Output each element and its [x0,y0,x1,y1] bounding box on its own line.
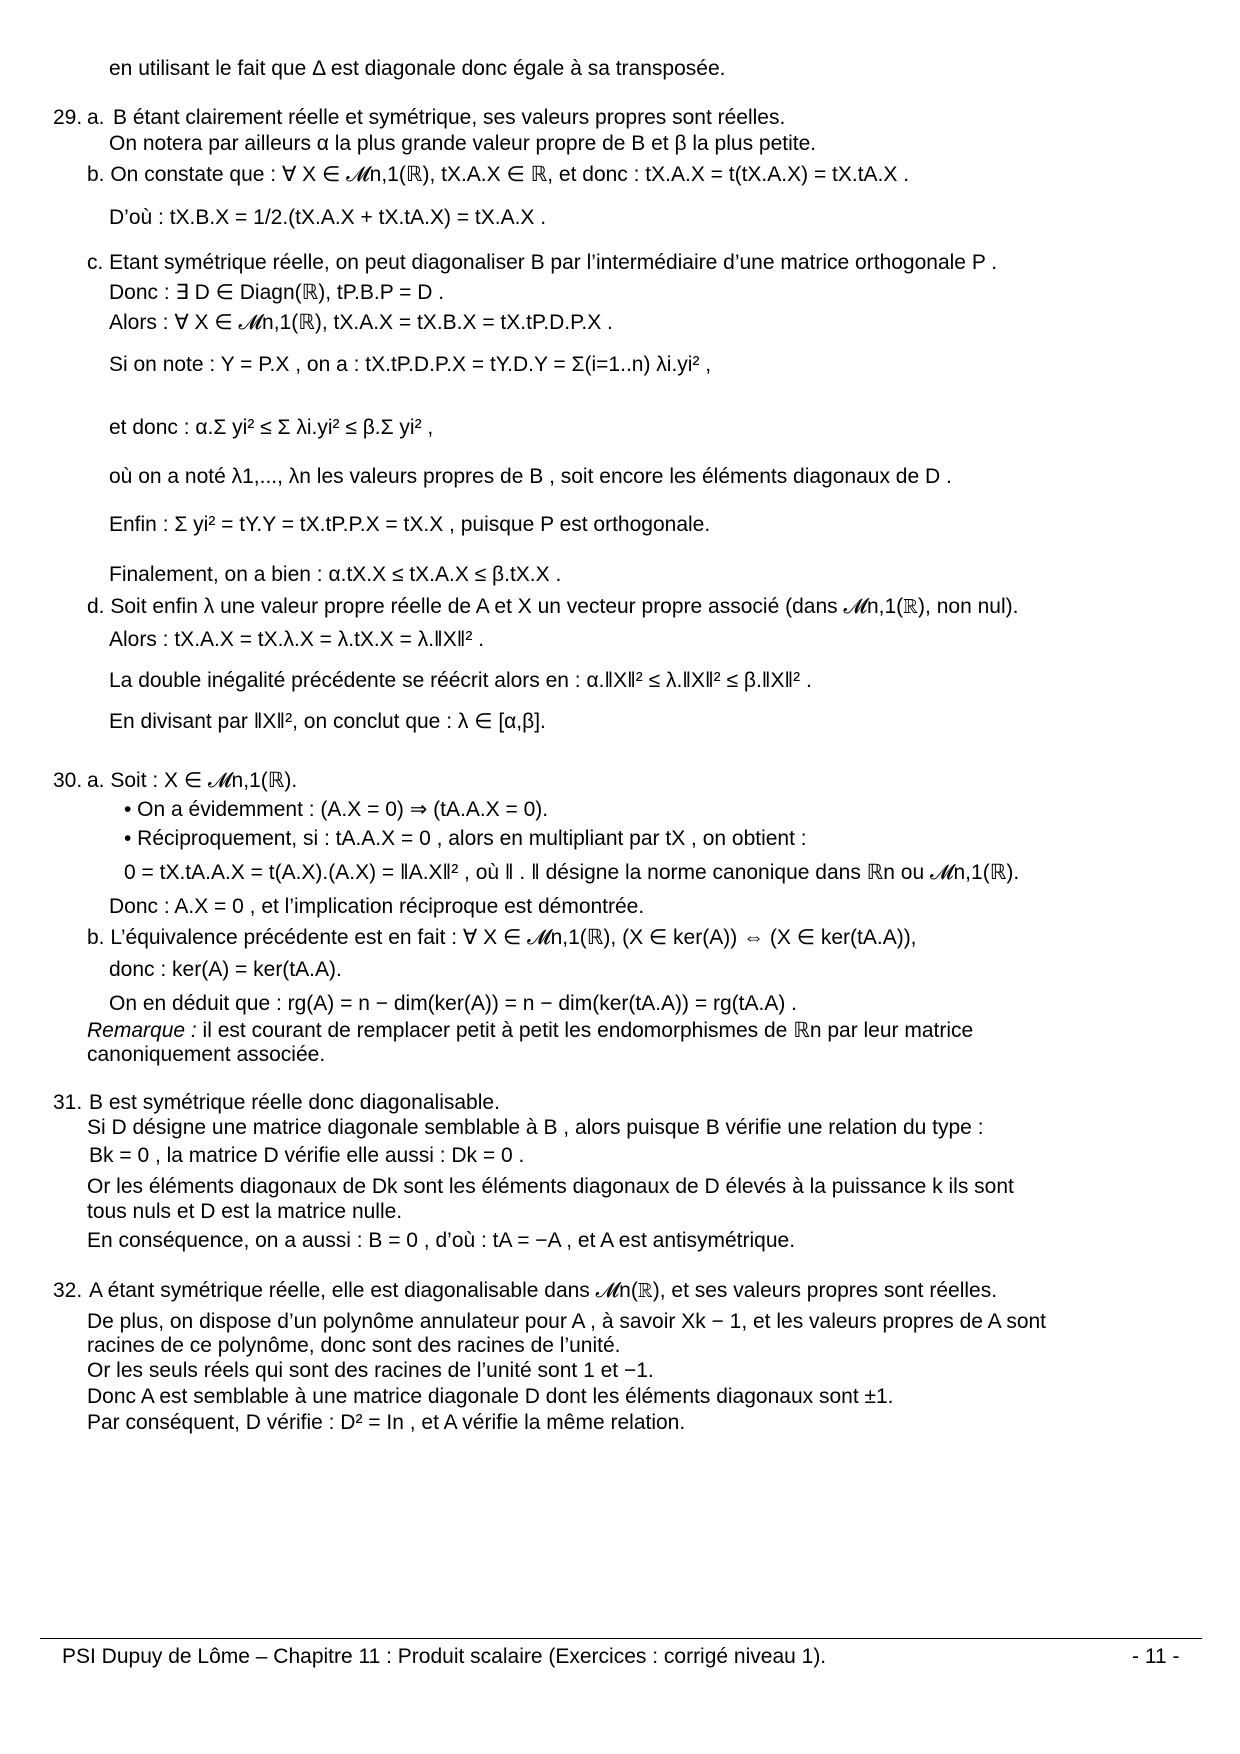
footer-title: PSI Dupuy de Lôme – Chapitre 11 : Produit scalaire (Exercices : corrigé niveau 1). [62,1645,827,1668]
footer-divider [40,1638,1202,1639]
ex29-c-line-7: Enfin : Σ yi² = tY.Y = tX.tP.P.X = tX.X , puisque P est orthogonale. [109,513,711,536]
ex32-line-5: Donc A est semblable à une matrice diagonale D dont les éléments diagonaux sont ±1. [87,1385,894,1408]
ex31-line-5: tous nuls et D est la matrice nulle. [87,1200,403,1223]
ex30-a-line-1: a. Soit : X ∈ 𝓜n,1(ℝ). [87,769,298,792]
ex29-a-line-2: On notera par ailleurs α la plus grande valeur propre de B et β la plus petite. [109,132,817,155]
ex31-line-6: En conséquence, on a aussi : B = 0 , d’où : tA = −A , et A est antisymétrique. [87,1229,796,1252]
ex30-a-line-5: Donc : A.X = 0 , et l’implication réciproque est démontrée. [109,895,645,918]
ex32-line-4: Or les seuls réels qui sont des racines de l’unité sont 1 et −1. [87,1359,654,1382]
intro-line: en utilisant le fait que Δ est diagonale donc égale à sa transposée. [109,57,726,80]
ex32-line-3: racines de ce polynôme, donc sont des racines de l’unité. [87,1334,621,1357]
ex30-remark-line-1 [87,1018,973,1044]
ex32-line-6: Par conséquent, D vérifie : D² = In , et A vérifie la même relation. [87,1411,686,1434]
ex30-b-line-1: b. L’équivalence précédente est en fait : ∀ X ∈ 𝓜n,1(ℝ), (X ∈ ker(A)) ⇔ (X ∈ ker(tA.A)), [87,926,917,949]
ex29-d-line-3: La double inégalité précédente se réécrit alors en : α.‖X‖² ≤ λ.‖X‖² ≤ β.‖X‖² . [109,669,812,692]
ex29-a-line-1: B étant clairement réelle et symétrique, ses valeurs propres sont réelles. [113,106,786,129]
ex29-d-line-1: d. Soit enfin λ une valeur propre réelle de A et X un vecteur propre associé (dans 𝓜n,1(ℝ), non nul). [87,595,1019,618]
ex29-d-line-4: En divisant par ‖X‖², on conclut que : λ ∈ [α,β]. [109,710,546,733]
ex29-d-line-2: Alors : tX.A.X = tX.λ.X = λ.tX.X = λ.‖X‖² . [109,628,485,651]
remark-label: Remarque : [87,1019,197,1042]
ex29-a-label: a. [87,106,105,129]
ex30-a-line-4: 0 = tX.tA.A.X = t(A.X).(A.X) = ‖A.X‖² , où ‖ . ‖ désigne la norme canonique dans ℝn ou 𝓜n,1(ℝ). [124,861,1020,884]
page-number: - 11 - [1132,1645,1180,1668]
exercise-32-number: 32. [53,1279,83,1302]
ex29-c-line-8: Finalement, on a bien : α.tX.X ≤ tX.A.X ≤ β.tX.X . [109,563,562,586]
ex29-c-line-1: c. Etant symétrique réelle, on peut diagonaliser B par l’intermédiaire d’une matrice orthogonale P . [87,251,998,274]
ex29-c-line-6: où on a noté λ1,..., λn les valeurs propres de B , soit encore les éléments diagonaux de D . [109,465,952,488]
remark-text: il est courant de remplacer petit à petit les endomorphismes de ℝn par leur matrice [196,1019,974,1042]
ex32-line-1: A étant symétrique réelle, elle est diagonalisable dans 𝓜n(ℝ), et ses valeurs propres sont réelles. [89,1279,998,1302]
ex31-line-4: Or les éléments diagonaux de Dk sont les éléments diagonaux de D élevés à la puissance k ils sont [87,1175,1014,1198]
exercise-30-number: 30. [53,769,83,792]
ex31-line-1: B est symétrique réelle donc diagonalisable. [89,1091,500,1114]
exercise-31-number: 31. [53,1091,83,1114]
ex30-b-line-2: donc : ker(A) = ker(tA.A). [109,958,342,981]
ex30-a-line-2: • On a évidemment : (A.X = 0) ⇒ (tA.A.X = 0). [124,798,549,821]
ex32-line-2: De plus, on dispose d’un polynôme annulateur pour A , à savoir Xk − 1, et les valeurs propres de A sont [87,1310,1047,1333]
ex29-b-line-2: D’où : tX.B.X = 1/2.(tX.A.X + tX.tA.X) = tX.A.X . [109,206,547,229]
exercise-29-number: 29. [53,106,83,129]
ex29-c-line-5: et donc : α.Σ yi² ≤ Σ λi.yi² ≤ β.Σ yi² , [109,416,434,439]
ex29-b-line-1: b. On constate que : ∀ X ∈ 𝓜n,1(ℝ), tX.A.X ∈ ℝ, et donc : tX.A.X = t(tX.A.X) = tX.tA.X . [87,163,910,186]
ex30-a-line-3: • Réciproquement, si : tA.A.X = 0 , alors en multipliant par tX , on obtient : [124,827,807,850]
ex31-line-3: Bk = 0 , la matrice D vérifie elle aussi : Dk = 0 . [89,1144,525,1167]
ex29-c-line-3: Alors : ∀ X ∈ 𝓜n,1(ℝ), tX.A.X = tX.B.X = tX.tP.D.P.X . [109,311,613,334]
ex29-c-line-2: Donc : ∃ D ∈ Diagn(ℝ), tP.B.P = D . [109,281,445,304]
ex31-line-2: Si D désigne une matrice diagonale semblable à B , alors puisque B vérifie une relation du type : [87,1116,984,1139]
ex30-b-line-3: On en déduit que : rg(A) = n − dim(ker(A)) = n − dim(ker(tA.A)) = rg(tA.A) . [109,992,797,1015]
ex30-remark-line-2: canoniquement associée. [87,1043,326,1066]
ex29-c-line-4: Si on note : Y = P.X , on a : tX.tP.D.P.X = tY.D.Y = Σ(i=1..n) λi.yi² , [109,353,712,376]
